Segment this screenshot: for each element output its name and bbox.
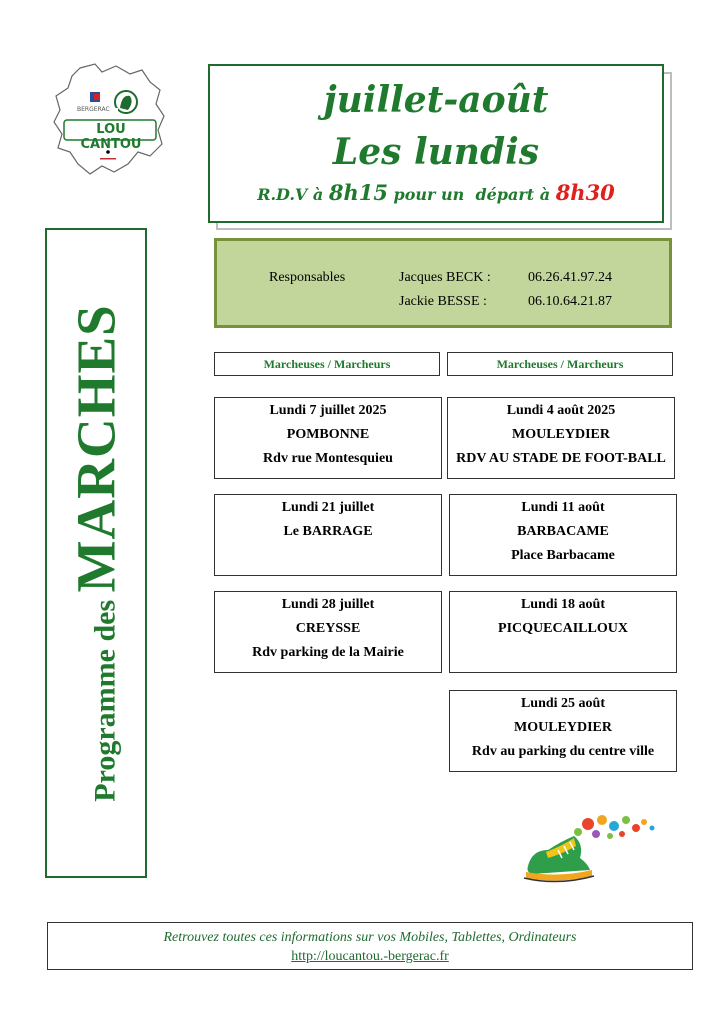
walk-date: Lundi 11 août (521, 500, 605, 515)
responsable-2-phone: 06.10.64.21.87 (528, 294, 612, 309)
walk-date: Lundi 25 août (520, 696, 606, 711)
walk-meeting (215, 544, 441, 568)
logo-city: BERGERAC (77, 106, 110, 113)
rdv-time: 8h15 (328, 180, 388, 205)
title-months: juillet-août (323, 79, 549, 121)
walk-place: Le BARRAGE (283, 524, 373, 539)
walk-card (214, 591, 442, 673)
walk-meeting: Rdv rue Montesquieu (263, 451, 393, 466)
logo-name: LOU CANTOU (80, 122, 142, 152)
rdv-mid: pour un départ à (387, 185, 556, 204)
title-days: Les lundis (332, 131, 540, 173)
responsables-label: Responsables (269, 270, 346, 285)
responsable-2-name: Jackie BESSE : (399, 294, 487, 309)
rdv-line (208, 180, 664, 208)
walk-place: CREYSSE (295, 621, 361, 636)
vertical-title-small: Programme des (88, 592, 122, 802)
responsable-1-phone: 06.26.41.97.24 (528, 270, 612, 285)
walk-card (214, 397, 442, 479)
column-header-right: Marcheuses / Marcheurs (447, 352, 673, 376)
walk-place: MOULEYDIER (513, 720, 612, 735)
walk-date: Lundi 21 juillet (281, 500, 375, 515)
walk-card (449, 690, 677, 772)
walk-meeting: RDV AU STADE DE FOOT-BALL (456, 451, 666, 466)
responsables-panel (214, 238, 672, 328)
walk-date: Lundi 7 juillet 2025 (269, 403, 387, 418)
walk-card (447, 397, 675, 479)
footer-box (47, 922, 693, 970)
column-header-left: Marcheuses / Marcheurs (214, 352, 440, 376)
rdv-prefix: R.D.V à (257, 185, 329, 204)
responsable-1-name: Jacques BECK : (399, 270, 491, 285)
walk-meeting: Place Barbacame (511, 548, 615, 563)
walk-date: Lundi 18 août (520, 597, 606, 612)
walk-place: BARBACAME (517, 524, 609, 539)
walk-card (449, 591, 677, 673)
vertical-title-large: MARCHES (65, 304, 127, 593)
depart-time: 8h30 (555, 180, 615, 205)
walk-meeting: Rdv parking de la Mairie (252, 645, 404, 660)
footer-text: Retrouvez toutes ces informations sur vos Mobiles, Tablettes, Ordinateurs (163, 930, 577, 945)
walk-place: MOULEYDIER (511, 427, 610, 442)
walk-meeting (450, 641, 676, 665)
website-link[interactable]: http://loucantou.-bergerac.fr (291, 949, 449, 964)
walk-date: Lundi 4 août 2025 (506, 403, 616, 418)
walk-card (449, 494, 677, 576)
running-shoe-illustration (518, 806, 664, 888)
walk-meeting: Rdv au parking du centre ville (471, 744, 655, 759)
walk-card (214, 494, 442, 576)
lou-cantou-logo (50, 60, 168, 180)
walk-place: POMBONNE (286, 427, 370, 442)
walk-place: PICQUECAILLOUX (498, 621, 628, 636)
walk-date: Lundi 28 juillet (281, 597, 375, 612)
